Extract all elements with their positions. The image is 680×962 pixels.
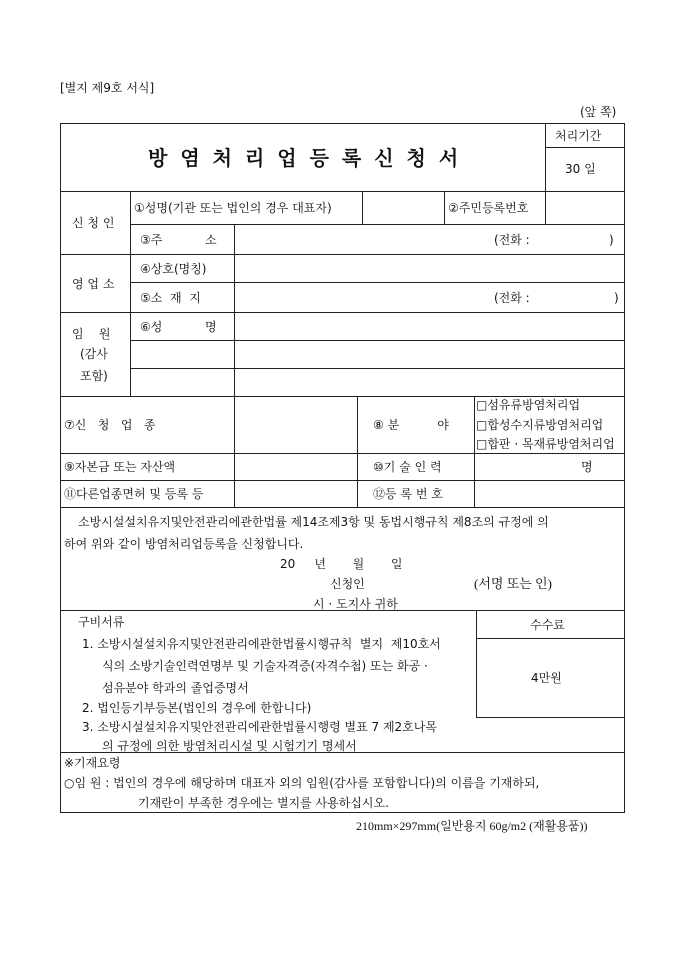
document-item: 섬유분야 학과의 졸업증명서 xyxy=(102,681,249,695)
declaration-applicant: 신청인 xyxy=(330,577,365,591)
trade-name-label: ④상호(명칭) xyxy=(140,262,207,276)
document-item: 식의 소방기술인력연명부 및 기술자격증(자격수첩) 또는 화공 · xyxy=(102,659,428,673)
location-input[interactable] xyxy=(235,283,623,311)
form-title: 방염처리업등록신청서 xyxy=(148,146,472,170)
page-side: (앞 쪽) xyxy=(580,105,617,119)
business-type-input[interactable] xyxy=(235,397,356,452)
declaration-line1: 소방시설설치유지및안전관리에관한법률 제14조제3항 및 동법시행규칙 제8조의 규정에 의 xyxy=(78,515,549,529)
form-number: [별지 제9호 서식] xyxy=(60,81,155,95)
office-phone-close: ) xyxy=(614,291,619,305)
fee-label: 수수료 xyxy=(530,618,565,632)
document-item: 의 규정에 의한 방염처리시설 및 시험기기 명세서 xyxy=(102,739,357,753)
rrn-input[interactable] xyxy=(546,192,623,223)
address-label-b: 소 xyxy=(205,233,217,247)
applicant-phone-label: (전화 : xyxy=(494,233,530,247)
other-license-input[interactable] xyxy=(235,481,356,506)
tech-staff-unit: 명 xyxy=(581,460,593,474)
field-option-textile[interactable]: □섬유류방염처리업 xyxy=(476,398,581,412)
trade-name-input[interactable] xyxy=(235,255,623,281)
processing-value: 30 일 xyxy=(565,162,596,176)
officer-name-label-a: ⑥성 xyxy=(140,320,163,334)
officers-section-c: 포함) xyxy=(80,369,108,383)
applicant-name-label: ①성명(기관 또는 법인의 경우 대표자) xyxy=(134,201,332,215)
location-label: ⑤소 재 지 xyxy=(140,291,201,305)
business-type-label: ⑦신 청 업 종 xyxy=(64,418,156,432)
capital-input[interactable] xyxy=(235,454,356,479)
officers-section-b: (감사 xyxy=(80,347,108,361)
declaration-date: 20 년 월 일 xyxy=(280,557,403,571)
documents-title: 구비서류 xyxy=(78,615,125,629)
rrn-label: ②주민등록번호 xyxy=(448,201,529,215)
instructions-title: ※기재요령 xyxy=(64,756,121,770)
address-input[interactable] xyxy=(235,225,623,253)
applicant-name-input[interactable] xyxy=(363,192,443,223)
declaration-sign: (서명 또는 인) xyxy=(474,576,552,591)
office-phone-label: (전화 : xyxy=(494,291,530,305)
document-item: 3. 소방시설설치유지및안전관리에관한법률시행령 별표 7 제2호나목 xyxy=(82,720,437,734)
other-license-label: ⑪다른업종면허 및 등록 등 xyxy=(64,487,204,501)
officer-name-input[interactable] xyxy=(235,313,623,395)
instructions-line1: ○임 원 : 법인의 경우에 해당하며 대표자 외의 임원(감사를 포함합니다)의 이름을 기재하되, xyxy=(64,776,540,790)
declaration-line2: 하여 위와 같이 방염처리업등록을 신청합니다. xyxy=(64,537,304,551)
fee-value: 4만원 xyxy=(531,671,562,685)
office-section: 영 업 소 xyxy=(72,277,115,291)
registration-number-input[interactable] xyxy=(475,481,623,506)
declaration-addressee: 시 · 도지사 귀하 xyxy=(313,597,398,611)
address-label-a: ③주 xyxy=(140,233,163,247)
paper-spec: 210mm×297mm(일반용지 60g/m2 (재활용품)) xyxy=(356,819,588,833)
registration-number-label: ⑫등 록 번 호 xyxy=(373,487,443,501)
officer-name-label-b: 명 xyxy=(205,320,217,334)
instructions-line2: 기재란이 부족한 경우에는 별지를 사용하십시오. xyxy=(138,796,389,810)
officers-section-a: 임 원 xyxy=(72,327,111,341)
field-label: ⑧ 분 야 xyxy=(373,418,449,432)
applicant-section: 신 청 인 xyxy=(72,216,115,230)
applicant-phone-close: ) xyxy=(609,233,614,247)
field-option-synthetic-resin[interactable]: □합성수지류방염처리업 xyxy=(476,418,604,432)
document-item: 1. 소방시설설치유지및안전관리에관한법률시행규칙 별지 제10호서 xyxy=(82,637,441,651)
tech-staff-label: ⑩기 술 인 력 xyxy=(373,460,442,474)
processing-label: 처리기간 xyxy=(555,129,602,143)
field-option-plywood-wood[interactable]: □합판 · 목재류방염처리업 xyxy=(476,437,615,451)
capital-label: ⑨자본금 또는 자산액 xyxy=(64,460,176,474)
document-item: 2. 법인등기부등본(법인의 경우에 한합니다) xyxy=(82,701,312,715)
